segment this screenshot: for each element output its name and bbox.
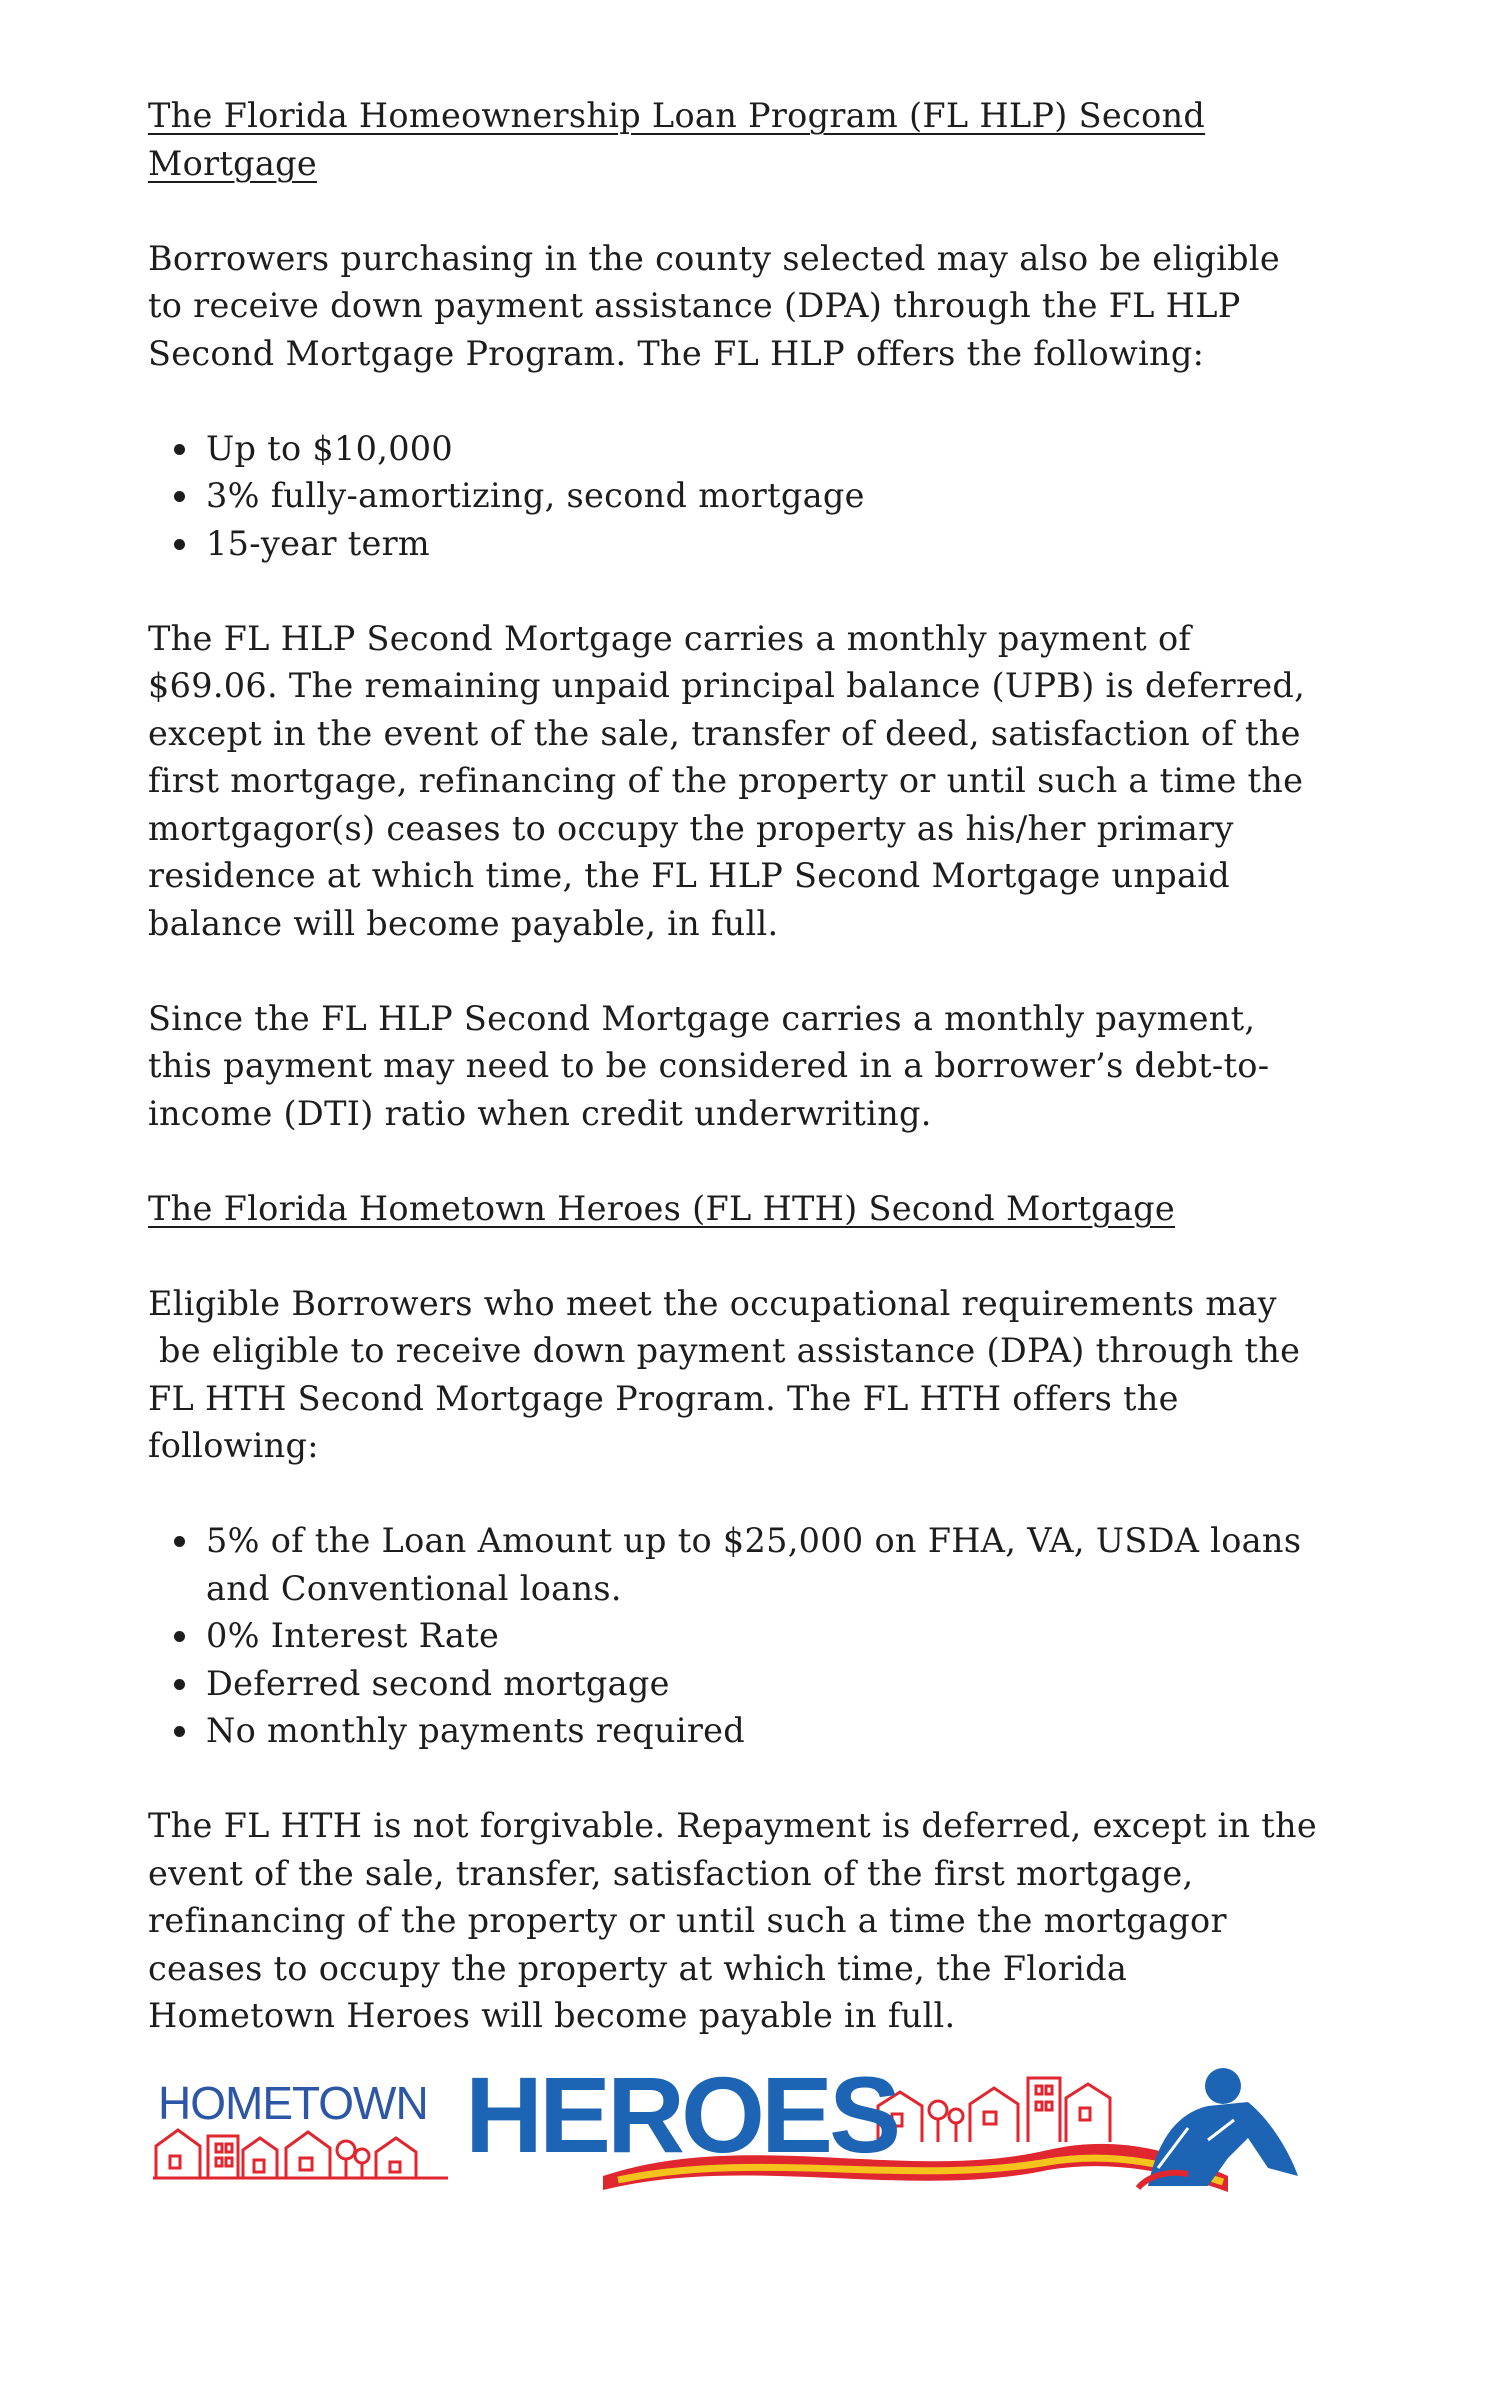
paragraph-hth-intro: Eligible Borrowers who meet the occupational requirements may be eligible to receive down payment assistance (DPA) through the FL HTH Second Mortgage Program. The FL HTH offers the following: (148, 1283, 1301, 1465)
paragraph-hlp-intro: Borrowers purchasing in the county selected may also be eligible to receive down payment assistance (DPA) through the FL HLP Second Mortgage Program. The FL HLP offers the following: (148, 238, 1281, 373)
bullet-list-hth (148, 1517, 1348, 1755)
list-item: Up to $10,000 (148, 425, 1348, 473)
list-item: 3% fully-amortizing, second mortgage (148, 472, 1348, 520)
paragraph-hlp-dti: Since the FL HLP Second Mortgage carries a monthly payment, this payment may need to be considered in a borrower’s debt-to- income (DTI) ratio when credit underwriting. (148, 998, 1270, 1133)
paragraph-hth-repayment: The FL HTH is not forgivable. Repayment is deferred, except in the event of the sale, transfer, satisfaction of the first mortgage, refinancing of the property or until such a time the mortgagor ceases to occupy the property at which time, the Florida Hometown Heroes will become payable in full. (148, 1806, 1318, 2035)
document-body (148, 92, 1348, 2040)
section-heading-fl-hth: The Florida Hometown Heroes (FL HTH) Second Mortgage (148, 1188, 1176, 1228)
bullet-list-hlp (148, 425, 1348, 568)
hometown-heroes-logo (148, 2054, 1338, 2193)
list-item: No monthly payments required (148, 1707, 1348, 1755)
list-item: 15-year term (148, 520, 1348, 568)
paragraph-hlp-payment: The FL HLP Second Mortgage carries a monthly payment of $69.06. The remaining unpaid principal balance (UPB) is deferred, except in the event of the sale, transfer of deed, satisfaction of the first mortgage, refinancing of the property or until such a time the mortgagor(s) ceases to occupy the property as his/her primary residence at which time, the FL HLP Second Mortgage unpaid balance will become payable, in full. (148, 618, 1306, 943)
list-item: 5% of the Loan Amount up to $25,000 on FHA, VA, USDA loans and Conventional loans. (148, 1517, 1348, 1612)
section-heading-fl-hlp: The Florida Homeownership Loan Program (FL HLP) Second Mortgage (148, 96, 1206, 183)
logo-word-heroes: HEROES (465, 2054, 898, 2175)
list-item: Deferred second mortgage (148, 1660, 1348, 1708)
logo-word-hometown: HOMETOWN (158, 2077, 428, 2129)
list-item: 0% Interest Rate (148, 1612, 1348, 1660)
